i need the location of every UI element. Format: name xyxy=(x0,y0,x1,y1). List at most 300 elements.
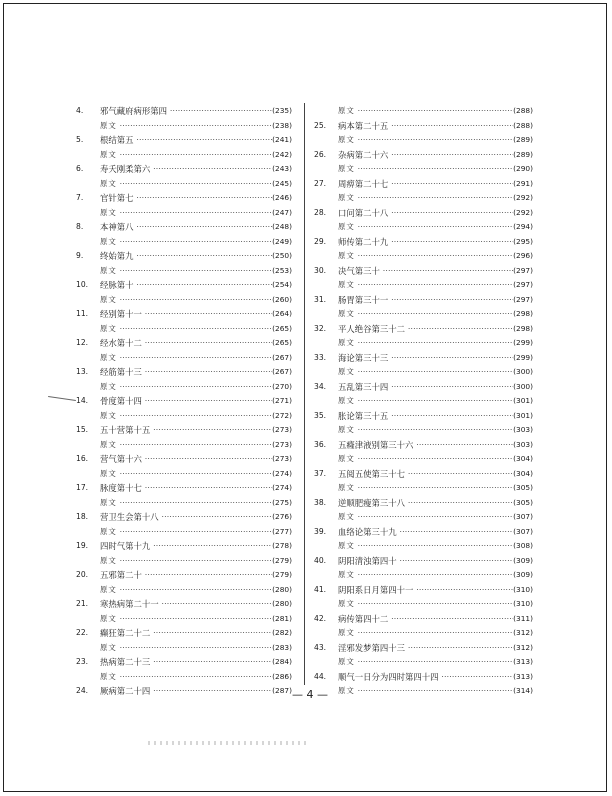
toc-entry xyxy=(314,322,533,337)
page-ref: (288) xyxy=(513,106,533,115)
subentry-label: 原文 xyxy=(100,526,117,536)
subentry-label: 原文 xyxy=(338,309,355,318)
page-ref: (313) xyxy=(513,657,533,666)
leader-dots xyxy=(407,467,513,482)
page-ref: (289) xyxy=(513,135,533,144)
chapter-number: 34. xyxy=(314,381,327,391)
leader-dots xyxy=(161,597,273,612)
page-ref: (298) xyxy=(513,309,533,318)
subentry-label: 原文 xyxy=(338,541,355,550)
leader-dots xyxy=(407,641,513,656)
leader-dots xyxy=(415,438,513,453)
toc-entry xyxy=(314,380,533,395)
page-ref: (272) xyxy=(272,410,292,420)
page-ref: (267) xyxy=(272,367,292,376)
toc-subentry xyxy=(314,249,533,264)
page-ref: (243) xyxy=(272,164,292,173)
subentry-label: 原文 xyxy=(100,468,117,478)
leader-dots xyxy=(357,423,513,438)
toc-entry xyxy=(314,525,533,540)
leader-dots xyxy=(357,365,513,380)
chapter-title: 病传第四十二 xyxy=(338,613,389,624)
subentry-label: 原文 xyxy=(338,425,355,434)
page-ref: (264) xyxy=(272,309,292,318)
leader-dots xyxy=(390,351,513,366)
chapter-title: 病本第二十五 xyxy=(338,120,389,131)
page-ref: (238) xyxy=(272,120,292,130)
page-ref: (242) xyxy=(272,149,292,159)
leader-dots xyxy=(399,525,514,540)
toc-entry xyxy=(314,496,533,511)
toc-subentry xyxy=(76,554,292,569)
page-ref: (300) xyxy=(513,367,533,376)
page-ref: (241) xyxy=(272,135,292,144)
page-ref: (279) xyxy=(272,555,292,565)
leader-dots xyxy=(152,162,272,177)
chapter-title: 营卫生会第十八 xyxy=(100,512,159,522)
toc-entry xyxy=(314,206,533,221)
toc-subentry xyxy=(76,177,292,192)
chapter-number: 16. xyxy=(76,454,89,463)
subentry-label: 原文 xyxy=(100,555,117,565)
page-ref: (308) xyxy=(513,541,533,550)
page-ref: (287) xyxy=(272,686,292,695)
page-ref: (292) xyxy=(513,207,533,217)
leader-dots xyxy=(119,148,272,163)
chapter-number: 35. xyxy=(314,410,327,420)
leader-dots xyxy=(357,539,513,554)
toc-entry xyxy=(76,133,292,148)
page-ref: (314) xyxy=(513,686,533,695)
leader-dots xyxy=(357,597,513,612)
page-ref: (289) xyxy=(513,149,533,159)
leader-dots xyxy=(357,655,513,670)
subentry-label: 原文 xyxy=(338,135,355,144)
leader-dots xyxy=(119,496,272,511)
toc-entry xyxy=(76,568,292,583)
toc-subentry xyxy=(314,162,533,177)
subentry-label: 原文 xyxy=(338,657,355,666)
toc-subentry xyxy=(314,336,533,351)
page-ref: (288) xyxy=(513,120,533,130)
chapter-number: 31. xyxy=(314,294,327,304)
chapter-title: 寒热病第二十一 xyxy=(100,599,159,609)
toc-subentry xyxy=(314,423,533,438)
chapter-number: 44. xyxy=(314,671,327,681)
page-ref: (265) xyxy=(272,338,292,347)
subentry-label: 原文 xyxy=(338,106,355,115)
page-ref: (313) xyxy=(513,671,533,681)
chapter-title: 淫邪发梦第四十三 xyxy=(338,642,405,653)
page-ref: (305) xyxy=(513,497,533,507)
leader-dots xyxy=(119,119,272,134)
subentry-label: 原文 xyxy=(338,251,355,260)
page-ref: (245) xyxy=(272,178,292,188)
toc-subentry xyxy=(76,525,292,540)
toc-entry xyxy=(314,264,533,279)
toc-subentry xyxy=(76,264,292,279)
subentry-label: 原文 xyxy=(338,280,355,289)
toc-entry xyxy=(314,670,533,685)
leader-dots xyxy=(144,365,272,380)
chapter-title: 营气第十六 xyxy=(100,454,142,464)
page-ref: (254) xyxy=(272,280,292,289)
column-divider xyxy=(304,103,305,685)
chapter-title: 根结第五 xyxy=(100,135,134,145)
page-ref: (282) xyxy=(272,628,292,637)
chapter-number: 13. xyxy=(76,367,89,376)
subentry-label: 原文 xyxy=(338,193,355,202)
toc-entry xyxy=(76,481,292,496)
leader-dots xyxy=(119,380,272,395)
leader-dots xyxy=(119,554,272,569)
leader-dots xyxy=(169,104,272,119)
page-ref: (249) xyxy=(272,236,292,246)
leader-dots xyxy=(415,583,513,598)
page-ref: (299) xyxy=(513,338,533,347)
subentry-label: 原文 xyxy=(100,207,117,217)
toc-subentry xyxy=(76,293,292,308)
subentry-label: 原文 xyxy=(100,323,117,333)
page-ref: (273) xyxy=(272,425,292,434)
subentry-label: 原文 xyxy=(100,149,117,159)
toc-entry xyxy=(314,641,533,656)
leader-dots xyxy=(152,626,272,641)
chapter-number: 5. xyxy=(76,135,84,144)
leader-dots xyxy=(144,452,272,467)
page-ref: (280) xyxy=(272,599,292,608)
chapter-title: 终始第九 xyxy=(100,251,134,261)
toc-entry xyxy=(314,351,533,366)
leader-dots xyxy=(407,496,513,511)
chapter-title: 血络论第三十九 xyxy=(338,526,397,537)
leader-dots xyxy=(144,307,272,322)
toc-subentry xyxy=(76,467,292,482)
toc-subentry xyxy=(314,568,533,583)
leader-dots xyxy=(382,264,513,279)
page-ref: (299) xyxy=(513,352,533,362)
toc-entry xyxy=(76,510,292,525)
toc-entry xyxy=(314,293,533,308)
subentry-label: 原文 xyxy=(100,642,117,652)
page-ref: (304) xyxy=(513,454,533,463)
toc-subentry xyxy=(76,612,292,627)
page-ref: (303) xyxy=(513,425,533,434)
subentry-label: 原文 xyxy=(338,512,355,521)
page-ref: (301) xyxy=(513,396,533,405)
chapter-title: 经水第十二 xyxy=(100,338,142,348)
toc-subentry xyxy=(76,351,292,366)
chapter-title: 周痹第二十七 xyxy=(338,178,389,189)
toc-subentry xyxy=(76,322,292,337)
subentry-label: 原文 xyxy=(338,396,355,405)
leader-dots xyxy=(390,612,513,627)
chapter-title: 五阅五使第三十七 xyxy=(338,468,405,479)
chapter-title: 本神第八 xyxy=(100,222,134,232)
toc-entry xyxy=(76,278,292,293)
chapter-number: 29. xyxy=(314,236,327,246)
subentry-label: 原文 xyxy=(100,671,117,681)
leader-dots xyxy=(136,191,273,206)
chapter-number: 21. xyxy=(76,599,89,608)
page-ref: (296) xyxy=(513,251,533,260)
toc-entry xyxy=(76,162,292,177)
subentry-label: 原文 xyxy=(100,613,117,623)
leader-dots xyxy=(357,162,513,177)
page-ref: (290) xyxy=(513,164,533,173)
toc-subentry xyxy=(314,597,533,612)
chapter-title: 官针第七 xyxy=(100,193,134,203)
page-ref: (309) xyxy=(513,570,533,579)
leader-dots xyxy=(357,104,513,119)
toc-entry xyxy=(314,438,533,453)
page-ref: (274) xyxy=(272,468,292,478)
chapter-title: 五乱第三十四 xyxy=(338,381,389,392)
toc-subentry xyxy=(314,452,533,467)
leader-dots xyxy=(161,510,273,525)
leader-dots xyxy=(357,220,513,235)
page-ref: (312) xyxy=(513,642,533,652)
subentry-label: 原文 xyxy=(338,599,355,608)
leader-dots xyxy=(144,568,272,583)
toc-entry xyxy=(76,307,292,322)
chapter-title: 四时气第十九 xyxy=(100,541,151,551)
leader-dots xyxy=(357,568,513,583)
chapter-number: 8. xyxy=(76,222,84,231)
page-ref: (298) xyxy=(513,323,533,333)
chapter-number: 43. xyxy=(314,642,327,652)
page-ref: (303) xyxy=(513,439,533,449)
chapter-number: 10. xyxy=(76,280,89,289)
toc-subentry xyxy=(314,394,533,409)
page-ref: (260) xyxy=(272,294,292,304)
chapter-title: 海论第三十三 xyxy=(338,352,389,363)
leader-dots xyxy=(390,235,513,250)
page-ref: (301) xyxy=(513,410,533,420)
chapter-number: 25. xyxy=(314,120,327,130)
chapter-number: 9. xyxy=(76,251,84,260)
leader-dots xyxy=(119,583,272,598)
toc-subentry xyxy=(76,409,292,424)
page-ref: (305) xyxy=(513,483,533,492)
chapter-number: 20. xyxy=(76,570,89,579)
chapter-title: 癫狂第二十二 xyxy=(100,628,151,638)
leader-dots xyxy=(152,539,272,554)
leader-dots xyxy=(390,177,513,192)
leader-dots xyxy=(119,467,272,482)
toc-entry xyxy=(314,583,533,598)
chapter-number: 24. xyxy=(76,686,89,695)
toc-subentry xyxy=(314,104,533,119)
chapter-title: 厥病第二十四 xyxy=(100,686,151,696)
leader-dots xyxy=(152,423,272,438)
leader-dots xyxy=(119,264,272,279)
page-ref: (276) xyxy=(272,512,292,521)
leader-dots xyxy=(152,684,272,699)
toc-entry xyxy=(76,365,292,380)
leader-dots xyxy=(144,336,272,351)
page-ref: (311) xyxy=(513,613,533,623)
subentry-label: 原文 xyxy=(100,352,117,362)
leader-dots xyxy=(119,670,272,685)
subentry-label: 原文 xyxy=(338,483,355,492)
page-ref: (273) xyxy=(272,439,292,449)
page-number-footer: — 4 — xyxy=(292,688,328,701)
leader-dots xyxy=(119,293,272,308)
toc-subentry xyxy=(76,438,292,453)
subentry-label: 原文 xyxy=(338,686,355,695)
chapter-title: 经别第十一 xyxy=(100,309,142,319)
chapter-title: 五邪第二十 xyxy=(100,570,142,580)
chapter-title: 经筋第十三 xyxy=(100,367,142,377)
toc-subentry xyxy=(76,380,292,395)
toc-subentry xyxy=(314,365,533,380)
chapter-number: 38. xyxy=(314,497,327,507)
chapter-number: 36. xyxy=(314,439,327,449)
page-ref: (270) xyxy=(272,381,292,391)
page-ref: (297) xyxy=(513,265,533,275)
leader-dots xyxy=(390,293,513,308)
toc-entry xyxy=(76,394,292,409)
leader-dots xyxy=(357,336,513,351)
toc-subentry xyxy=(314,307,533,322)
chapter-title: 肠胃第三十一 xyxy=(338,294,389,305)
leader-dots xyxy=(357,684,513,699)
leader-dots xyxy=(144,481,272,496)
chapter-number: 23. xyxy=(76,657,89,666)
leader-dots xyxy=(119,525,272,540)
subentry-label: 原文 xyxy=(100,497,117,507)
chapter-number: 32. xyxy=(314,323,327,333)
toc-subentry xyxy=(76,206,292,221)
chapter-number: 6. xyxy=(76,164,84,173)
toc-subentry xyxy=(76,119,292,134)
chapter-number: 39. xyxy=(314,526,327,536)
leader-dots xyxy=(136,278,273,293)
leader-dots xyxy=(357,191,513,206)
toc-subentry xyxy=(314,278,533,293)
leader-dots xyxy=(441,670,514,685)
leader-dots xyxy=(357,452,513,467)
chapter-title: 平人绝谷第三十二 xyxy=(338,323,405,334)
subentry-label: 原文 xyxy=(338,367,355,376)
chapter-title: 师传第二十九 xyxy=(338,236,389,247)
page-ref: (295) xyxy=(513,236,533,246)
chapter-title: 热病第二十三 xyxy=(100,657,151,667)
page-ref: (310) xyxy=(513,584,533,594)
chapter-number: 18. xyxy=(76,512,89,521)
toc-entry xyxy=(76,220,292,235)
toc-subentry xyxy=(314,539,533,554)
page-ref: (265) xyxy=(272,323,292,333)
subentry-label: 原文 xyxy=(338,628,355,637)
toc-subentry xyxy=(76,235,292,250)
leader-dots xyxy=(357,394,513,409)
chapter-title: 口问第二十八 xyxy=(338,207,389,218)
subentry-label: 原文 xyxy=(100,120,117,130)
leader-dots xyxy=(119,322,272,337)
chapter-number: 28. xyxy=(314,207,327,217)
toc-subentry xyxy=(76,670,292,685)
subentry-label: 原文 xyxy=(100,584,117,594)
subentry-label: 原文 xyxy=(338,164,355,173)
leader-dots xyxy=(357,133,513,148)
page-ref: (310) xyxy=(513,599,533,608)
chapter-number: 42. xyxy=(314,613,327,623)
chapter-title: 五十营第十五 xyxy=(100,425,151,435)
page-ref: (279) xyxy=(272,570,292,579)
leader-dots xyxy=(390,119,513,134)
toc-entry xyxy=(314,612,533,627)
chapter-number: 37. xyxy=(314,468,327,478)
toc-subentry xyxy=(76,641,292,656)
page-ref: (235) xyxy=(272,106,292,115)
page-ref: (271) xyxy=(272,396,292,405)
toc-entry xyxy=(76,191,292,206)
leader-dots xyxy=(119,351,272,366)
chapter-title: 寿夭刚柔第六 xyxy=(100,164,151,174)
toc-entry xyxy=(314,177,533,192)
subentry-label: 原文 xyxy=(100,381,117,391)
toc-entry xyxy=(76,423,292,438)
toc-entry xyxy=(76,626,292,641)
leader-dots xyxy=(357,626,513,641)
toc-entry xyxy=(314,148,533,163)
subentry-label: 原文 xyxy=(100,178,117,188)
toc-subentry xyxy=(76,583,292,598)
leader-dots xyxy=(119,612,272,627)
leader-dots xyxy=(136,133,273,148)
toc-entry xyxy=(76,249,292,264)
chapter-title: 骨度第十四 xyxy=(100,396,142,406)
chapter-number: 17. xyxy=(76,483,89,492)
chapter-title: 胀论第三十五 xyxy=(338,410,389,421)
page-ref: (281) xyxy=(272,613,292,623)
leader-dots xyxy=(119,177,272,192)
leader-dots xyxy=(390,409,513,424)
toc-subentry xyxy=(76,148,292,163)
subentry-label: 原文 xyxy=(100,236,117,246)
page-ref: (277) xyxy=(272,526,292,536)
subentry-label: 原文 xyxy=(338,338,355,347)
chapter-number: 4. xyxy=(76,106,84,115)
leader-dots xyxy=(407,322,513,337)
chapter-title: 顺气一日分为四时第四十四 xyxy=(338,671,439,682)
page-ref: (275) xyxy=(272,497,292,507)
toc-entry xyxy=(76,597,292,612)
chapter-title: 决气第三十 xyxy=(338,265,380,276)
leader-dots xyxy=(152,655,272,670)
page-ref: (291) xyxy=(513,178,533,188)
chapter-title: 经脉第十 xyxy=(100,280,134,290)
page-ref: (246) xyxy=(272,193,292,202)
leader-dots xyxy=(119,206,272,221)
toc-subentry xyxy=(314,220,533,235)
chapter-number: 22. xyxy=(76,628,89,637)
page-ref: (307) xyxy=(513,526,533,536)
page-ref: (283) xyxy=(272,642,292,652)
chapter-number: 40. xyxy=(314,555,327,565)
toc-entry xyxy=(76,452,292,467)
page-ref: (284) xyxy=(272,657,292,666)
chapter-number: 12. xyxy=(76,338,89,347)
subentry-label: 原文 xyxy=(100,410,117,420)
page-ref: (250) xyxy=(272,251,292,260)
chapter-title: 邪气藏府病形第四 xyxy=(100,106,167,116)
chapter-number: 27. xyxy=(314,178,327,188)
toc-entry xyxy=(76,104,292,119)
toc-column-right xyxy=(314,104,533,699)
